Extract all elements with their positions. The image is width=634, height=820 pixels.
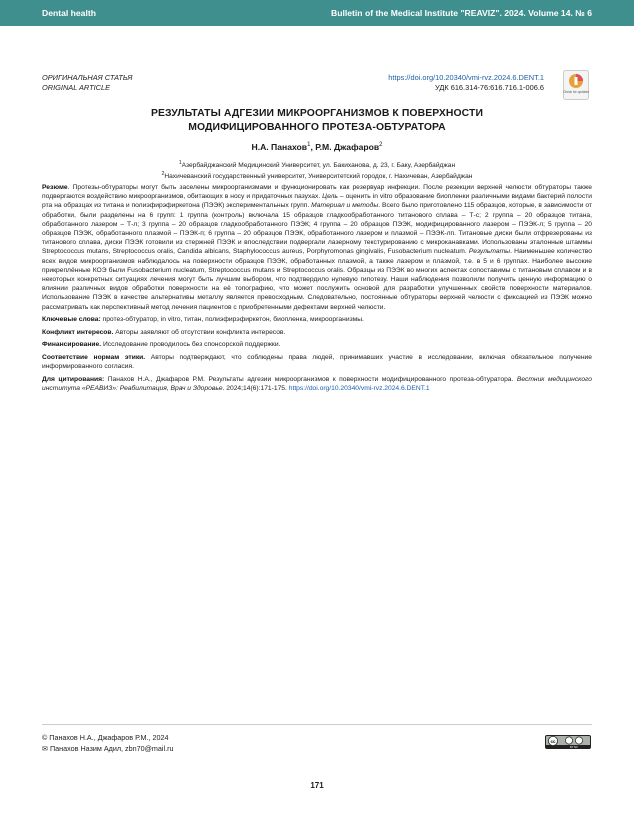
author-1-affil: 1 xyxy=(307,142,311,149)
cc-license-badge[interactable] xyxy=(545,735,591,749)
methods-label: Материал и методы xyxy=(311,202,379,210)
article-type-ru: ОРИГИНАЛЬНАЯ СТАТЬЯ xyxy=(42,73,133,82)
author-list xyxy=(0,142,634,152)
header-journal: Bulletin of the Medical Institute "REAVIZ". 2024. Volume 14. № 6 xyxy=(331,8,592,18)
header-section: Dental health xyxy=(42,8,96,18)
citation-doi-link[interactable]: https://doi.org/10.20340/vmi-rvz.2024.6.DENT.1 xyxy=(288,385,430,393)
udk-code: УДК 616.314-76:616.716.1-006.6 xyxy=(434,83,544,92)
ethics: Соответствие нормам этики. Авторы подтверждают, что соблюдены права людей, принимавших участие в исследовании, включая обязательное получение информированного согласия. xyxy=(42,354,592,371)
goal-label: Цель xyxy=(322,193,338,201)
doi-link[interactable]: https://doi.org/10.20340/vmi-rvz.2024.6.DENT.1 xyxy=(388,73,544,82)
author-1: Н.А. Панахов xyxy=(251,142,308,152)
citation-journal: Вестник медицинского института «РЕАВИЗ»: Реабилитация, Врач и Здоровье xyxy=(42,375,592,393)
article-front-matter xyxy=(42,183,592,397)
affiliation-2: $^2$Нахичеванский государственный университет, Университетский городок, г. Нахичеван, Азербайджан xyxy=(161,171,473,181)
affiliation-1: $^1$Азербайджанский Медицинский Университет, ул. Бакиханова, д. 23, г. Баку, Азербайджан xyxy=(178,160,456,170)
abstract-label: Резюме xyxy=(42,184,68,191)
conflict-of-interest: Конфликт интересов. Авторы заявляют об отсутствии конфликта интересов. xyxy=(42,328,286,336)
check-for-updates-badge[interactable] xyxy=(563,70,589,100)
keywords: Ключевые слова: протез-обтуратор, in vitro, титан, полиэфирэфиркетон, биопленка, микроорганизмы. xyxy=(42,316,364,324)
author-separator: , xyxy=(310,142,316,152)
cc-license-icon xyxy=(545,735,591,749)
author-2-affil: 2 xyxy=(379,142,383,149)
abstract: Резюме. Протезы-обтураторы могут быть заселены микроорганизмами и функционировать как резервуар инфекции. После резекции верхней челюсти обтураторы также подвергаются воздействию микроорганизмов, обитающих в носу и придаточных пазухах. Цель – оценить in vitro образование биопленки различными видами бактерий полости рта на образцах из титана и полиэфирэфиркетона (ПЭЭК) экспериментальных групп. Материал и методы. Всего было приготовлено 115 образцов, которые, в зависимости от обработки, были разделены на 6 групп: 1 группа (контроль) включала 15 образцов гладкообработанного титанового сплава – Т-с; 2 группа – 20 образцов титана, обработанного лазером – Т-л; 3 группа – 20 образцов гладкообработанного ПЭЭК; 4 группа – 20 образцов ПЭЭК, модифицированного лазером – ПЭЭК-л; 5 группа – 20 образцов ПЭЭК, обработанного плазмой – ПЭЭК-п; 6 группа – 20 образцов ПЭЭК, обработанного лазером и плазмой – ПЭЭК-лп. Титановые диски были отфрезерованы из титанового сплава, диски ПЭЭК готовили из стержней ПЭЭК и впоследствии подвергали лазерному текстурированию с микроканавками. Использованы эталонные штаммы Streptococcus mutans, Streptococcus oralis, Candida albicans, Staphylococcus aureus, Porphyromonas gingivalis, Fusobacterium nucleatum. Результаты. Наименьшее количество всех видов микроорганизмов наблюдалось на поверхности образцов ПЭЭК, обработанных плазмой, а также лазером и плазмой, т.е. в 5 и 6 группах. Наиболее высокие прикреплённые КОЭ были Fusobacterium nucleatum, Streptococcus mutans и Streptococcus oralis. Образцы из ПЭЭК во многих аспектах сопоставимы с титановым сплавом и в некоторых конкретных ситуациях лечения могут быть лучшим выбором, что подтвердило нулевую гипотезу. Наши наблюдения позволили получить ценную информацию о влиянии различных видов обработки поверхности на её топографию, что может послужить основой для разработки улучшенных свойств поверхности материалов. Использование ПЭЭК в качестве альтернативы металлу является превосходным. Следовательно, постоянные обтураторы верхней челюсти с фиксацией из ПЭЭК можно рассматривать как перспективный метод лечения пациентов с приобретенными дефектами верхней челюсти. xyxy=(42,184,592,311)
title-line-2: МОДИФИЦИРОВАННОГО ПРОТЕЗА-ОБТУРАТОРА xyxy=(188,122,446,133)
affiliations xyxy=(0,159,634,182)
page-number: 171 xyxy=(310,781,324,790)
footer-divider xyxy=(42,724,592,725)
license-label: BY NC xyxy=(570,746,578,749)
copyright: © Панахов Н.А., Джафаров Р.М., 2024 xyxy=(42,733,169,742)
corresponding-author[interactable]: ✉ Панахов Назим Адил, zbn70@mail.ru xyxy=(42,743,174,753)
running-header xyxy=(0,0,634,26)
citation: Для цитирования: Панахов Н.А., Джафаров Р.М. Результаты адгезии микроорганизмов к поверхности модифицированного протеза-обтуратора. Вестник медицинского института «РЕАВИЗ»: Реабилитация, Врач и Здоровье. 2024;14(6):171-175. https://doi.org/10.20340/vmi-rvz.2024.6.DENT.1 xyxy=(42,375,592,393)
article-type xyxy=(42,73,132,93)
svg-text:cc: cc xyxy=(550,738,556,744)
article-title xyxy=(60,107,574,135)
results-label: Результаты xyxy=(468,248,511,256)
article-type-en: ORIGINAL ARTICLE xyxy=(42,83,111,92)
title-line-1: РЕЗУЛЬТАТЫ АДГЕЗИИ МИКРООРГАНИЗМОВ К ПОВЕРХНОСТИ xyxy=(150,108,484,119)
article-identifiers xyxy=(388,73,544,93)
check-for-updates-icon xyxy=(563,70,589,100)
funding: Финансирование. Исследование проводилось без спонсорской поддержки. xyxy=(42,341,281,349)
author-2: Р.М. Джафаров xyxy=(315,142,380,152)
footer-notes xyxy=(42,733,173,754)
badge-label: Check for updates xyxy=(563,90,589,94)
